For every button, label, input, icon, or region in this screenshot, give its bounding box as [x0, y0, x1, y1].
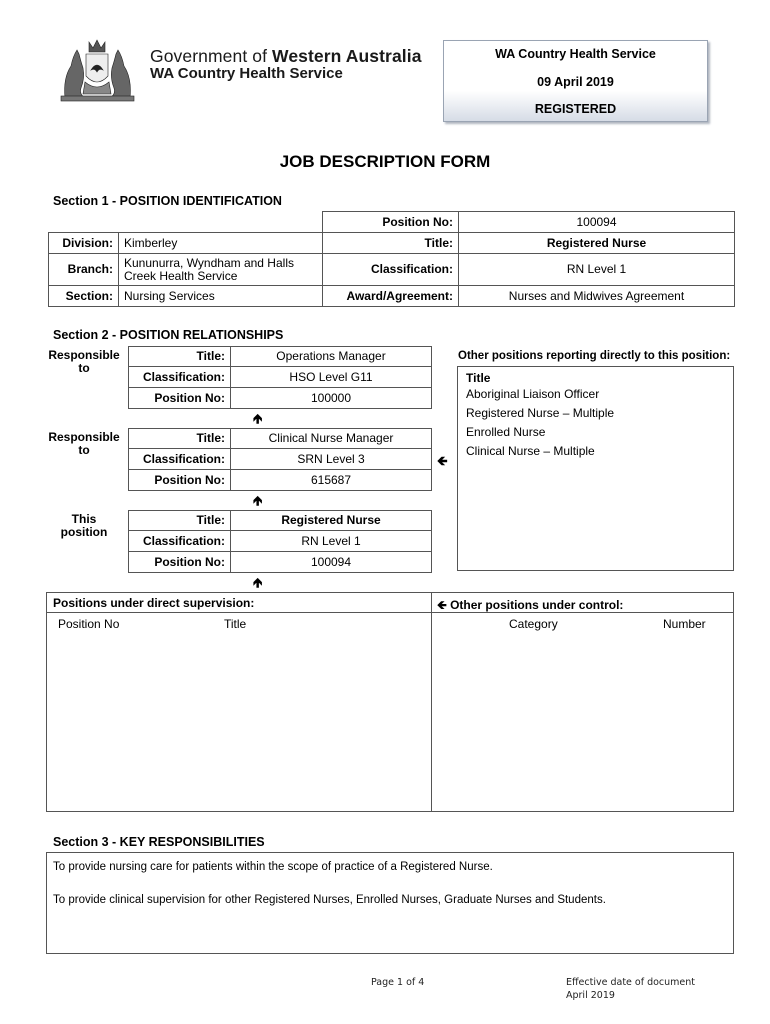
page-title: JOB DESCRIPTION FORM — [279, 152, 491, 171]
tp-classification-value: RN Level 1 — [231, 531, 432, 552]
list-item: Aboriginal Liaison Officer — [466, 387, 600, 401]
responsible-to-table-1 — [128, 346, 432, 409]
branch-label: Branch: — [49, 254, 119, 286]
rt1-position-no-label: Position No: — [129, 388, 231, 409]
section-value: Nursing Services — [119, 286, 323, 307]
title-label: Title: — [323, 233, 459, 254]
other-reporting-box — [457, 366, 734, 571]
effective-date: April 2019 — [566, 990, 615, 1001]
position-no-label: Position No: — [323, 212, 459, 233]
arrow-left-icon: 🡸 — [437, 453, 448, 468]
government-state: Western Australia — [272, 46, 422, 66]
tp-classification-label: Classification: — [129, 531, 231, 552]
division-label: Division: — [49, 233, 119, 254]
rt2-classification-label: Classification: — [129, 449, 231, 470]
under-supervision-heading: Positions under direct supervision: — [53, 596, 255, 610]
tp-position-no-label: Position No: — [129, 552, 231, 573]
section2-heading: Section 2 - POSITION RELATIONSHIPS — [53, 328, 284, 342]
col-number: Number — [663, 617, 706, 631]
col-position-no: Position No — [58, 617, 120, 631]
column-divider — [431, 593, 432, 811]
rt1-title-label: Title: — [129, 347, 231, 367]
page-number: Page 1 of 4 — [371, 977, 425, 988]
key-responsibilities-box — [46, 852, 734, 954]
supervision-control-box — [46, 592, 734, 812]
title-value: Registered Nurse — [459, 233, 735, 254]
tp-title-value: Registered Nurse — [231, 511, 432, 531]
rt2-title-value: Clinical Nurse Manager — [231, 429, 432, 449]
list-item: Clinical Nurse – Multiple — [466, 444, 595, 458]
wa-crest-logo — [55, 38, 140, 104]
government-title — [150, 46, 422, 67]
rt1-classification-label: Classification: — [129, 367, 231, 388]
position-identification-table — [48, 211, 735, 307]
section3-heading: Section 3 - KEY RESPONSIBILITIES — [53, 835, 265, 849]
government-prefix: Government of — [150, 46, 273, 66]
responsible-to-label-1: Responsible to — [48, 348, 120, 375]
list-item: Enrolled Nurse — [466, 425, 546, 439]
other-reporting-title-col: Title — [466, 371, 491, 385]
list-item: Registered Nurse – Multiple — [466, 406, 615, 420]
award-value: Nurses and Midwives Agreement — [459, 286, 735, 307]
rt1-position-no-value: 100000 — [231, 388, 432, 409]
status-label: REGISTERED — [534, 102, 617, 116]
registration-status-box — [443, 40, 708, 122]
responsibility-item: To provide nursing care for patients within the scope of practice of a Registered Nurse. — [53, 861, 493, 873]
position-no-value: 100094 — [459, 212, 735, 233]
rt2-position-no-label: Position No: — [129, 470, 231, 491]
health-service-title: WA Country Health Service — [150, 65, 343, 82]
under-control-heading-text: Other positions under control: — [450, 598, 624, 612]
responsible-to-label-2: Responsible to — [48, 430, 120, 457]
division-value: Kimberley — [119, 233, 323, 254]
responsibility-item: To provide clinical supervision for other Registered Nurses, Enrolled Nurses, Graduate Nurses and Students. — [53, 894, 606, 906]
arrow-up-icon: 🡹 — [253, 493, 263, 508]
rt1-classification-value: HSO Level G11 — [231, 367, 432, 388]
rt2-classification-value: SRN Level 3 — [231, 449, 432, 470]
this-position-table — [128, 510, 432, 573]
rt2-title-label: Title: — [129, 429, 231, 449]
section-label: Section: — [49, 286, 119, 307]
tp-position-no-value: 100094 — [231, 552, 432, 573]
rt1-title-value: Operations Manager — [231, 347, 432, 367]
award-label: Award/Agreement: — [323, 286, 459, 307]
status-date: 09 April 2019 — [537, 75, 614, 89]
effective-date-label: Effective date of document — [566, 977, 696, 988]
classification-label: Classification: — [323, 254, 459, 286]
col-title: Title — [224, 617, 247, 631]
arrow-up-icon: 🡹 — [253, 411, 263, 426]
arrow-left-icon: 🡸 — [437, 598, 447, 612]
rt2-position-no-value: 615687 — [231, 470, 432, 491]
tp-title-label: Title: — [129, 511, 231, 531]
responsible-to-table-2 — [128, 428, 432, 491]
branch-value: Kununurra, Wyndham and Halls Creek Health Service — [119, 254, 323, 286]
section1-heading: Section 1 - POSITION IDENTIFICATION — [53, 194, 282, 208]
col-category: Category — [509, 617, 558, 631]
header-divider — [47, 612, 733, 613]
this-position-label: This position — [60, 512, 108, 539]
classification-value: RN Level 1 — [459, 254, 735, 286]
arrow-up-icon: 🡹 — [253, 575, 263, 590]
other-reporting-heading: Other positions reporting directly to this position: — [458, 350, 731, 362]
status-org: WA Country Health Service — [495, 47, 656, 61]
under-control-heading — [437, 596, 623, 617]
